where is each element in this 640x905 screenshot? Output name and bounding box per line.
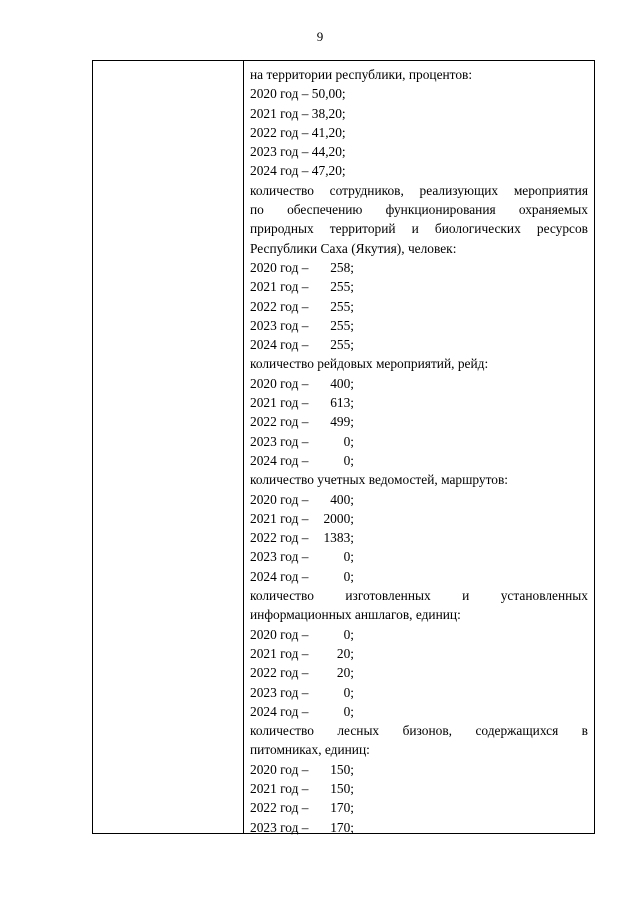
year-label: 2020 год – [250,491,309,507]
year-value-line [250,625,588,644]
year-value-line [250,490,588,509]
year-value-line [250,663,588,682]
year-value: 150; [330,761,354,777]
year-value: 613; [330,395,354,411]
year-label: 2020 год – [250,761,309,777]
text-line: Республики Саха (Якутия), человек: [250,240,457,256]
year-label: 2021 год – [250,279,309,295]
year-label: 2022 год – [250,414,309,430]
year-value: 0; [343,684,354,700]
year-label: 2021 год – [250,780,309,796]
text-line: 2024 год – 47,20; [250,163,346,179]
year-label: 2022 год – [250,298,309,314]
year-value-line [250,393,588,412]
text-line: информационных аншлагов, единиц: [250,607,461,623]
year-label: 2024 год – [250,452,309,468]
year-value-line [250,509,588,528]
year-value-line [250,451,588,470]
year-label: 2021 год – [250,510,309,526]
year-value: 255; [330,279,354,295]
text-line: количество лесных бизонов, содержащихся в [250,723,588,739]
year-value: 400; [330,491,354,507]
year-value-line [250,683,588,702]
year-label: 2023 год – [250,549,309,565]
year-label: 2022 год – [250,530,309,546]
text-line: 2021 год – 38,20; [250,105,346,121]
year-value-line [250,779,588,798]
year-value: 255; [330,317,354,333]
year-value: 0; [343,703,354,719]
year-value-line [250,297,588,316]
year-label: 2023 год – [250,819,309,835]
year-value-line [250,818,588,837]
year-label: 2020 год – [250,259,309,275]
year-value-line [250,335,588,354]
year-label: 2023 год – [250,317,309,333]
text-line: количество сотрудников, реализующих мероприятия [250,182,588,198]
text-line: 2020 год – 50,00; [250,86,346,102]
table-right-cell [244,61,594,833]
text-line: количество изготовленных и установленных [250,588,588,604]
text-line: природных территорий и биологических ресурсов [250,221,588,237]
year-value-line [250,547,588,566]
text-line: 2023 год – 44,20; [250,144,346,160]
text-line: питомниках, единиц: [250,742,370,758]
year-label: 2021 год – [250,395,309,411]
year-value-line [250,258,588,277]
year-value: 0; [343,549,354,565]
year-value: 20; [336,665,354,681]
year-value: 0; [343,452,354,468]
year-value: 258; [330,259,354,275]
year-label: 2020 год – [250,375,309,391]
year-value-line [250,316,588,335]
year-value: 0; [343,568,354,584]
text-line: количество рейдовых мероприятий, рейд: [250,356,489,372]
year-value-line [250,277,588,296]
year-label: 2021 год – [250,645,309,661]
year-value: 400; [330,375,354,391]
text-line: 2022 год – 41,20; [250,124,346,140]
year-value: 255; [330,337,354,353]
year-value-line [250,432,588,451]
year-value: 170; [330,819,354,835]
text-line: на территории республики, процентов: [250,67,473,82]
year-value-line [250,798,588,817]
year-label: 2023 год – [250,433,309,449]
year-label: 2022 год – [250,665,309,681]
year-value-line [250,528,588,547]
year-label: 2022 год – [250,800,309,816]
text-line: количество учетных ведомостей, маршрутов: [250,472,509,488]
year-value: 2000; [323,510,354,526]
year-value: 170; [330,800,354,816]
year-value: 1383; [323,530,354,546]
year-value-line [250,374,588,393]
year-value-line [250,760,588,779]
table-left-cell [93,61,244,833]
year-value: 20; [336,645,354,661]
year-value: 255; [330,298,354,314]
year-value-line [250,567,588,586]
year-value: 150; [330,780,354,796]
year-value: 0; [343,626,354,642]
page-number: 9 [316,29,324,44]
document-table [92,60,595,834]
year-value-line [250,644,588,663]
year-label: 2024 год – [250,337,309,353]
year-value: 0; [343,433,354,449]
year-label: 2020 год – [250,626,309,642]
year-label: 2023 год – [250,684,309,700]
year-value-line [250,412,588,431]
year-value: 499; [330,414,354,430]
year-value-line [250,702,588,721]
year-label: 2024 год – [250,703,309,719]
text-line: по обеспечению функционирования охраняемых [250,202,588,218]
year-label: 2024 год – [250,568,309,584]
